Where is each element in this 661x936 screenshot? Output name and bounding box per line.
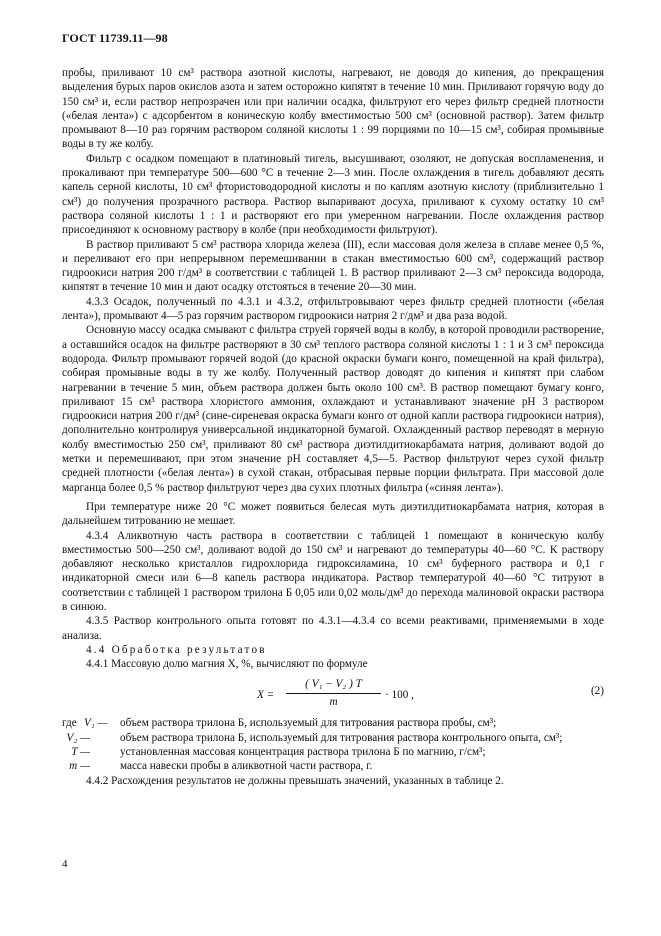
paragraph-4-3-5: 4.3.5 Раствор контрольного опыта готовят по 4.3.1—4.3.4 со всеми реактивами, применяемыми в ходе анализа. [62, 615, 604, 642]
document-body [62, 66, 604, 788]
paragraph-4-4-1: 4.4.1 Массовую долю магния X, %, вычисляют по формуле [86, 658, 368, 671]
section-title-4-4: 4.4 Обработка результатов [86, 643, 267, 656]
paragraph: Основную массу осадка смывают с фильтра струей горячей воды в колбу, в которой проводили растворение, а оставшийся осадок на фильтре растворяют в 30 см³ теплого раствора соляной кислоты 1 : 1 и 3 см³ пероксида водорода. Фильтр промывают горячей водой (до красной окраски бумаги конго, помещенной на край фильтра), собирая промывные воды в ту же колбу. Полученный раствор доводят до кипения и кипятят при слабом нагревании в течение 5 мин, объем раствора должен быть около 100 см³. В раствор помещают бумагу конго, приливают 15 см³ раствора хлористого аммония, охлаждают и устанавливают значение рН 3 раствором гидроокиси натрия 200 г/дм³ (сине-сиреневая окраска бумаги конго от одной капли раствора гидроокиси натрия), дополнительно контролируя универсальной индикаторной бумагой. Охлажденный раствор переводят в мерную колбу вместимостью 250 см³, приливают 80 см³ раствора диэтилдитиокарбамата натрия, доливают водой до метки и перемешивают, при этом значение рН составляет 4,5—5. Раствор фильтруют через сухой фильтр средней плотности («белая лента») в сухой стакан, отбрасывая первые порции фильтрата. При массовой доле марганца более 0,5 % раствор фильтруют через два сухих плотных фильтра («синяя лента»). [62, 324, 604, 494]
paragraph: Фильтр с осадком помещают в платиновый тигель, высушивают, озоляют, не допуская воспламенения, и прокаливают при температуре 500—600 °С в течение 2—3 мин. После охлаждения в тигель добавляют десять капель серной кислоты, 10 см³ фтористоводородной кислоты и по каплям азотную кислоту (приблизительно 1 см³) до получения прозрачного раствора. Раствор выпаривают досуха, приливают к сухому остатку 10 см³ раствора соляной кислоты 1 : 1 и растворяют его при умеренном нагревании. После охлаждения раствор присоединяют к основному раствору в колбе (при необходимости фильтруют). [62, 152, 604, 237]
paragraph: В раствор приливают 5 см³ раствора хлорида железа (III), если массовая доля железа в сплаве менее 0,5 %, и переливают его при непрерывном перемешивании в стакан вместимостью 600 см³, содержащий раствор гидроокиси натрия 200 г/дм³ в соответствии с таблицей 1. В раствор приливают 2—3 см³ пероксида водорода, кипятят в течение 10 мин и дают осадку отстояться в течение 20—30 мин. [62, 238, 604, 294]
definition-variable: T — [71, 746, 90, 759]
formula-lhs: X = [257, 689, 275, 702]
definition-variable: V₂ — [66, 731, 90, 744]
definition-row [62, 731, 604, 745]
definition-row [62, 745, 604, 759]
variable-definitions [62, 716, 604, 773]
formula-number: (2) [590, 685, 604, 698]
paragraph-note: При температуре ниже 20 °С может появиться белесая муть диэтилдитиокарбамата натрия, которая в дальнейшем титрованию не мешает. [62, 500, 604, 528]
definition-text: объем раствора трилона Б, используемый для титрования раствора контрольного опыта, см³; [120, 731, 563, 744]
definition-text: объем раствора трилона Б, используемый для титрования раствора пробы, см³; [120, 717, 497, 730]
formula-numerator: ( V₁ − V₂ ) T [286, 677, 381, 693]
paragraph-4-3-4: 4.3.4 Аликвотную часть раствора в соответствии с таблицей 1 помещают в коническую колбу вместимостью 500—250 см³, доливают водой до 150 см³ и нагревают до температуры 40—60 °С. К раствору добавляют несколько кристаллов гидрохлорида гидроксиламина, 10 см³ буферного раствора и 0,1 г индикаторной смеси или 6—8 капель раствора индикатора. Раствор температурой 40—60 °С титруют в соответствии с таблицей 1 раствором трилона Б 0,05 или 0,02 моль/дм³ до перехода малиновой окраски раствора в синюю. [62, 529, 604, 613]
definition-row [62, 716, 604, 730]
definition-row [62, 759, 604, 773]
definition-variable: m — [69, 760, 90, 773]
formula-2 [62, 674, 604, 714]
definition-text: установленная массовая концентрация раствора трилона Б по магнию, г/см³; [120, 746, 486, 759]
formula-denominator: m [329, 695, 338, 708]
formula-rhs: · 100 , [385, 689, 414, 702]
definition-prefix: где [62, 717, 77, 730]
formula-fraction [286, 677, 381, 709]
paragraph-4-4-2: 4.4.2 Расхождения результатов не должны превышать значений, указанных в таблице 2. [86, 774, 504, 787]
definition-text: масса навески пробы в аликвотной части раствора, г. [120, 760, 373, 773]
page-number: 4 [62, 858, 68, 870]
paragraph-4-3-3: 4.3.3 Осадок, полученный по 4.3.1 и 4.3.2, отфильтровывают через фильтр средней плотности («белая лента»), промывают 4—5 раз горячим раствором гидроокиси натрия 2 г/дм³ и два раза водой. [62, 295, 604, 323]
definition-variable: V₁ — [84, 717, 108, 730]
paragraph: пробы, приливают 10 см³ раствора азотной кислоты, нагревают, не доводя до кипения, до прекращения выделения бурых паров окислов азота и затем осторожно кипятят в течение 10 мин. Приливают горячую воду до 150 см³ и, если раствор непрозрачен или при наличии осадка, фильтруют его через фильтр средней плотности («белая лента») с адсорбентом в коническую колбу вместимостью 500 см³ (основной раствор). Затем фильтр промывают 8—10 раз горячим раствором соляной кислоты 1 : 99 порциями по 10—15 см³, собирая промывные воды в ту же колбу. [62, 67, 604, 151]
standard-header: ГОСТ 11739.11—98 [62, 31, 168, 45]
